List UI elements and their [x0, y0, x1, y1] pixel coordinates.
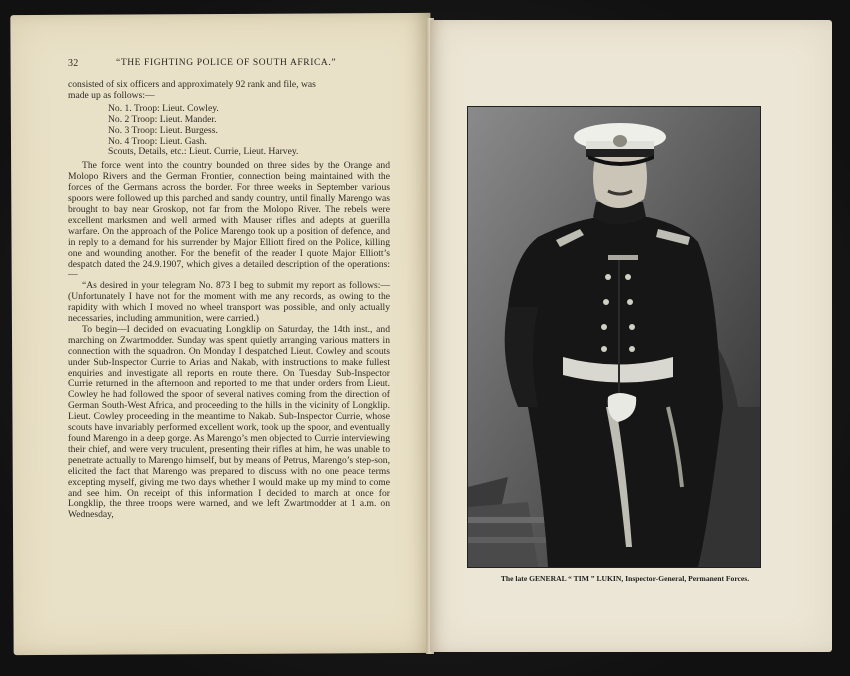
troop-item: Scouts, Details, etc.: Lieut. Currie, Lieut. Harvey. — [108, 146, 299, 158]
troop-item: No. 3 Troop: Lieut. Burgess. — [108, 124, 218, 136]
intro-line-1: consisted of six officers and approximately 92 rank and file, was — [68, 79, 316, 90]
general-portrait-illustration — [468, 107, 760, 567]
troop-item: No. 1. Troop: Lieut. Cowley. — [108, 102, 219, 114]
page-number: 32 — [68, 58, 79, 69]
portrait-photo — [467, 106, 761, 568]
paragraph-force: The force went into the country bounded on three sides by the Orange and Molopo Rivers and the German Frontier, connection being maintained with the forces of the Germans across the border. For three weeks in September various spoors were followed up this parched and sandy country, until finally Marengo was brought to bay near Groskop, not far from the Molopo River. The rebels were excellent marksmen and well armed with Mauser rifles and adepts at guerilla warfare. On the approach of the Police Marengo took up a position of defence, and in reply to a demand for his surrender by Major Elliott fired on the Police, killing one and wounding another. For the benefit of the reader I quote Major Elliott’s despatch dated the 24.9.1907, which gives a detailed description of the operations:— — [68, 160, 390, 281]
troop-item: No. 2 Troop: Lieut. Mander. — [108, 113, 217, 125]
photo-caption: The late GENERAL “ TIM ” LUKIN, Inspector-General, Permanent Forces. — [500, 574, 750, 583]
paragraph-despatch: “As desired in your telegram No. 873 I beg to submit my report as follows:—(Unfortunately I have not for the moment with me any records, as owing to the rapidity with which I moved no wheel transport was possible, and only actually necessaries, including ammunition, were carried.) — [68, 280, 390, 325]
troop-list — [108, 104, 390, 159]
intro-line-2: made up as follows:— — [68, 89, 155, 101]
running-head-title: “THE FIGHTING POLICE OF SOUTH AFRICA.” — [116, 58, 337, 68]
body-text — [68, 80, 390, 521]
paragraph-operations: To begin—I decided on evacuating Longklip on Saturday, the 14th inst., and marching on Zwartmodder. Sunday was spent quietly arranging various matters in connection with the squadron. On Monday I despatched Lieut. Cowley and scouts under Sub-Inspector Currie to Arias and Nakab, with instructions to make fullest enquiries and investigate all reports en route there. On Tuesday Sub-Inspector Currie returned in the afternoon and reported to me that under orders from Lieut. Cowley he had followed the spoor of several natives coming from the direction of German South-West Africa, and proceeding to the hills in the vicinity of Longklip. Lieut. Cowley proceeding in the meantime to Nakab. Sub-Inspector Currie, whose scouts have invariably performed excellent work, took up the spoor, and eventually found Marengo in a deep gorge. As Marengo’s men objected to Currie interviewing their chief, and were very truculent, presenting their rifles at him, he was unable to penetrate actually to Marengo himself, but by means of Petrus, Marengo’s step-son, elicited the fact that Marengo was prepared to discuss with no one peace terms excepting myself, giving me two days whether I would make up my mind to come and see him. On receipt of this information I decided to march at once for Longklip, the three troops were warned, and we left Zwartmodder at 1 a.m. on Wednesday, — [68, 323, 390, 521]
troop-item: No. 4 Troop: Lieut. Gash. — [108, 135, 207, 147]
